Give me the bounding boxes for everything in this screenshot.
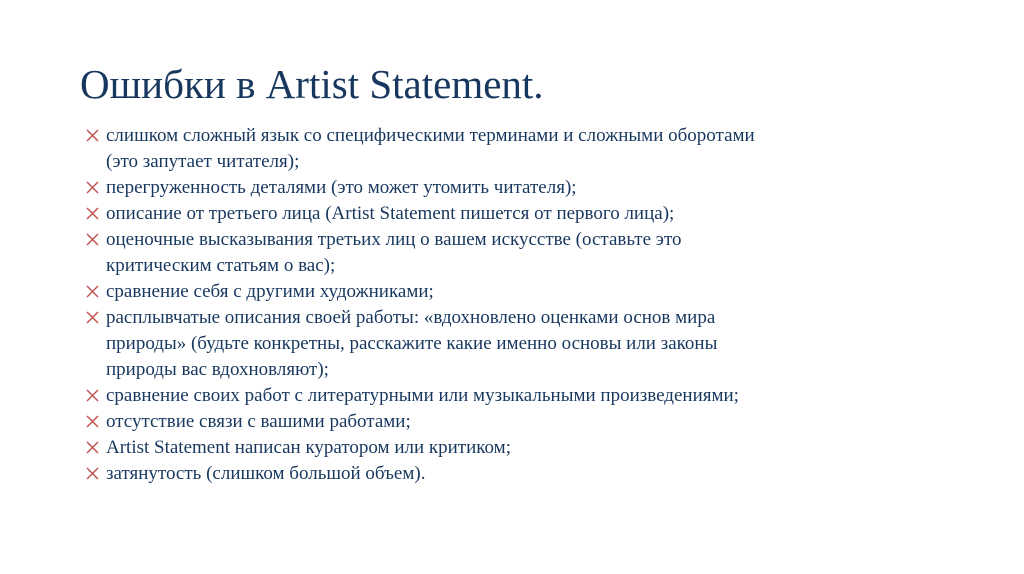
list-item-text: оценочные высказывания третьих лиц о вашем искусстве (оставьте это bbox=[106, 229, 682, 250]
x-mark-icon bbox=[86, 285, 99, 298]
list-item-text: (это запутает читателя); bbox=[106, 151, 300, 172]
list-item bbox=[86, 201, 916, 227]
x-mark-icon bbox=[86, 181, 99, 194]
list-item-text: расплывчатые описания своей работы: «вдохновлено оценками основ мира bbox=[106, 307, 716, 328]
list-item-text: перегруженность деталями (это может утомить читателя); bbox=[106, 177, 577, 198]
list-item bbox=[86, 279, 916, 305]
list-item bbox=[86, 461, 916, 487]
x-mark-icon bbox=[86, 467, 99, 480]
list-item bbox=[86, 383, 916, 409]
list-item-text: описание от третьего лица (Artist Statement пишется от первого лица); bbox=[106, 203, 675, 224]
list-item bbox=[86, 123, 916, 175]
x-mark-icon bbox=[86, 415, 99, 428]
list-item bbox=[86, 409, 916, 435]
list-item-text: отсутствие связи с вашими работами; bbox=[106, 411, 411, 432]
list-item-text: затянутость (слишком большой объем). bbox=[106, 463, 426, 484]
list-item bbox=[86, 305, 916, 383]
x-mark-icon bbox=[86, 389, 99, 402]
list-item-text: сравнение своих работ с литературными или музыкальными произведениями; bbox=[106, 385, 739, 406]
list-item-text: сравнение себя с другими художниками; bbox=[106, 281, 434, 302]
slide-title: Ошибки в Artist Statement. bbox=[80, 61, 544, 107]
x-mark-icon bbox=[86, 129, 99, 142]
list-item bbox=[86, 435, 916, 461]
list-item-text: Artist Statement написан куратором или критиком; bbox=[106, 437, 511, 458]
list-item-text: критическим статьям о вас); bbox=[106, 255, 336, 276]
list-item bbox=[86, 175, 916, 201]
x-mark-icon bbox=[86, 233, 99, 246]
list-item-text: природы вас вдохновляют); bbox=[106, 359, 329, 380]
list-item-text: слишком сложный язык со специфическими терминами и сложными оборотами bbox=[106, 125, 755, 146]
error-list bbox=[86, 123, 916, 487]
x-mark-icon bbox=[86, 441, 99, 454]
x-mark-icon bbox=[86, 207, 99, 220]
list-item bbox=[86, 227, 916, 279]
x-mark-icon bbox=[86, 311, 99, 324]
list-item-text: природы» (будьте конкретны, расскажите какие именно основы или законы bbox=[106, 333, 718, 354]
